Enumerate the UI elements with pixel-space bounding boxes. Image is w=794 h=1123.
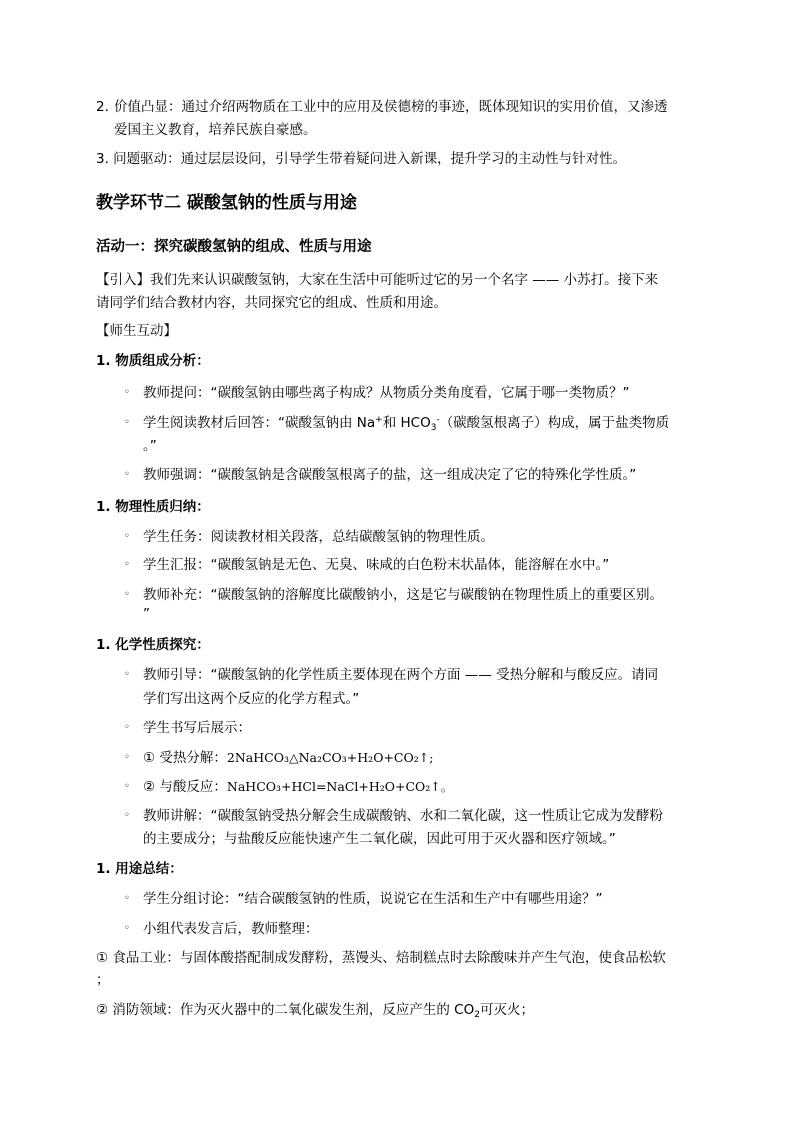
part1-bullet3: 教师强调：“碳酸氢钠是含碳酸氢根离子的盐，这一组成决定了它的特殊化学性质。” (143, 467, 637, 483)
part2-bullet3-line2: ” (143, 606, 150, 622)
bullet-icon: ◦ (124, 531, 130, 542)
part3-bullet5-line1: 教师讲解：“碳酸氢钠受热分解会生成碳酸钠、水和二氧化碳，这一性质让它成为发酵粉 (143, 808, 663, 824)
bullet-icon: ◦ (124, 781, 130, 792)
part3-bullet1-line1: 教师引导：“碳酸氢钠的化学性质主要体现在两个方面 —— 受热分解和与酸反应。请同 (143, 667, 659, 683)
part2-bullet3-line1: 教师补充：“碳酸氢钠的溶解度比碳酸钠小，这是它与碳酸钠在物理性质上的重要区别。 (143, 587, 663, 603)
activity-heading: 活动一：探究碳酸氢钠的组成、性质与用途 (96, 239, 372, 255)
bullet-icon: ◦ (124, 469, 130, 480)
part3-heading: 1. 化学性质探究： (96, 637, 210, 653)
list-number: 2. (96, 99, 109, 115)
bullet-icon: ◦ (124, 923, 130, 934)
bullet-icon: ◦ (124, 417, 130, 428)
part3-bullet2: 学生书写后展示： (143, 720, 251, 736)
use-fire-fighting: ② 消防领域：作为灭火器中的二氧化碳发生剂，反应产生的 $CO_2$可灭火； (96, 1002, 534, 1020)
intro-paragraph-line2: 请同学们结合教材内容，共同探究它的组成、性质和用途。 (96, 295, 447, 311)
bullet-icon: ◦ (124, 893, 130, 904)
equation-decomposition: 2NaHCO₃△Na₂CO₃+H₂O+CO₂↑; (226, 750, 434, 765)
use-food-line2: ； (96, 972, 110, 988)
part1-bullet2: 学生阅读教材后回答：“碳酸氢钠由 Na+和 $HCO_3^-$（碳酸氢根离子）构成，属于盐类物质 (143, 415, 670, 433)
part3-bullet5-line2: 的主要成分；与盐酸反应能快速产生二氧化碳，因此可用于灭火器和医疗领域。” (143, 831, 616, 847)
intro-paragraph-line1: 【引入】我们先来认识碳酸氢钠，大家在生活中可能听过它的另一个名字 —— 小苏打。接下来 (96, 272, 659, 288)
part2-heading: 1. 物理性质归纳： (96, 499, 210, 515)
part4-bullet1: 学生分组讨论：“结合碳酸氢钠的性质，说说它在生活和生产中有哪些用途？” (143, 891, 603, 907)
bullet-icon: ◦ (124, 810, 130, 821)
part2-bullet1: 学生任务：阅读教材相关段落，总结碳酸氢钠的物理性质。 (143, 529, 494, 545)
bullet-icon: ◦ (124, 752, 130, 763)
part4-bullet2: 小组代表发言后，教师整理： (143, 921, 319, 937)
bullet-icon: ◦ (124, 387, 130, 398)
bullet-icon: ◦ (124, 589, 130, 600)
part3-bullet3: ① 受热分解：2NaHCO₃△Na₂CO₃+H₂O+CO₂↑; (143, 750, 434, 766)
part4-heading: 1. 用途总结： (96, 861, 183, 877)
bullet-icon: ◦ (124, 722, 130, 733)
interaction-label: 【师生互动】 (96, 323, 177, 339)
bullet-icon: ◦ (124, 669, 130, 680)
paragraph-value-highlight-line2: 爱国主义教育，培养民族自豪感。 (114, 122, 317, 138)
paragraph-value-highlight-line1: 价值凸显：通过介绍两物质在工业中的应用及侯德榜的事迹，既体现知识的实用价值，又渗透 (114, 99, 668, 115)
section-heading: 教学环节二 碳酸氢钠的性质与用途 (96, 193, 357, 213)
part3-bullet4: ② 与酸反应：NaHCO₃+HCl=NaCl+H₂O+CO₂↑。 (143, 779, 454, 795)
part1-bullet1: 教师提问：“碳酸氢钠由哪些离子构成？从物质分类角度看，它属于哪一类物质？” (143, 385, 630, 401)
part1-heading: 1. 物质组成分析： (96, 353, 210, 369)
part2-bullet2: 学生汇报：“碳酸氢钠是无色、无臭、味咸的白色粉末状晶体，能溶解在水中。” (143, 557, 610, 573)
part1-bullet2-line2: 。” (143, 438, 157, 454)
bullet-icon: ◦ (124, 559, 130, 570)
equation-acid-reaction: NaHCO₃+HCl=NaCl+H₂O+CO₂↑。 (226, 779, 454, 794)
paragraph-problem-driven: 3. 问题驱动：通过层层设问，引导学生带着疑问进入新课，提升学习的主动性与针对性。 (96, 151, 627, 167)
part3-bullet1-line2: 学们写出这两个反应的化学方程式。” (143, 691, 360, 707)
use-food-line1: ① 食品工业：与固体酸搭配制成发酵粉，蒸馒头、焙制糕点时去除酸味并产生气泡，使食品松软 (96, 950, 666, 966)
